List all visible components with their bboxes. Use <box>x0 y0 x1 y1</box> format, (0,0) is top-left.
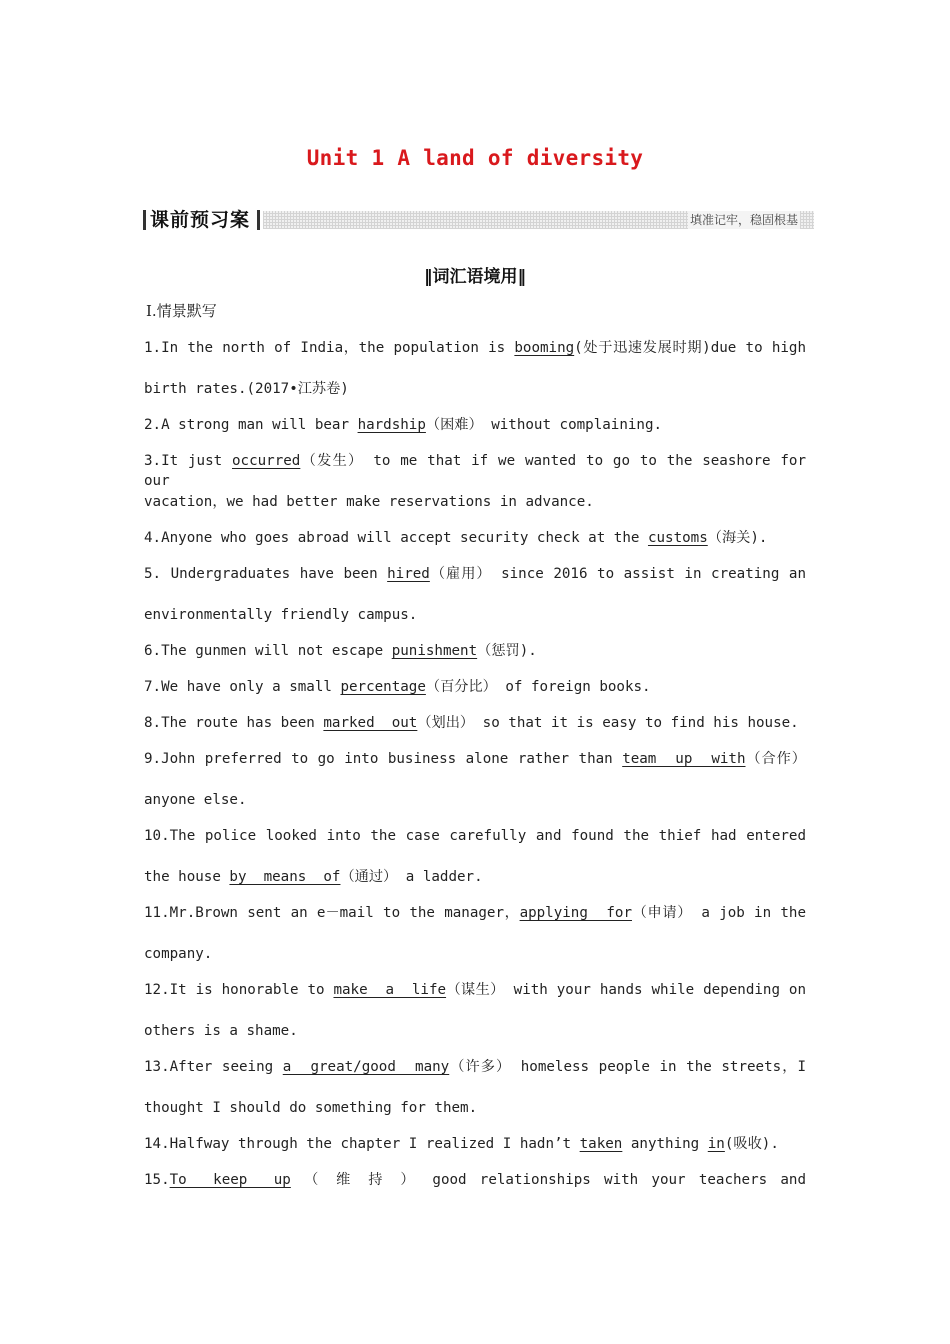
item-text: （发生） to me that if we wanted to go to the seashore for our <box>144 453 806 489</box>
item-text: John preferred to go into business alone rather than <box>161 751 623 767</box>
exercise-line <box>144 677 806 697</box>
item-text: （ 维 持 ） good relationships with your teachers and <box>290 1172 806 1188</box>
exercise-line <box>144 528 806 548</box>
item-text: In the north of India，the population is <box>161 340 515 356</box>
exercise-line <box>144 641 806 661</box>
item-number: 13. <box>144 1059 170 1075</box>
exercise-line <box>144 903 806 923</box>
item-answer: booming <box>514 340 575 356</box>
item-answer: team up with <box>622 751 746 767</box>
item-number: 2. <box>144 417 162 433</box>
item-number: 9. <box>144 751 162 767</box>
item-answer: marked out <box>323 715 418 731</box>
item-number: 11. <box>144 905 170 921</box>
item-text: (处于迅速发展时期)due to high <box>574 340 807 356</box>
banner-tag: 填准记牢，稳固根基 <box>689 213 798 227</box>
item-text: Anyone who goes abroad will accept security check at the <box>161 530 648 546</box>
item-text: The gunmen will not escape <box>161 643 392 659</box>
item-text: （合作） <box>745 751 806 767</box>
exercise-line <box>144 980 806 1000</box>
exercise-line <box>144 415 806 435</box>
item-answer: punishment <box>391 643 478 659</box>
item-text: company. <box>144 946 213 962</box>
exercise-line <box>144 944 806 964</box>
item-text: （申请） a job in the <box>631 905 806 921</box>
item-answer: percentage <box>340 679 426 695</box>
item-number: 6. <box>144 643 162 659</box>
exercise-line <box>144 564 806 584</box>
exercise-line <box>144 867 806 887</box>
item-text: Mr.Brown sent an e－mail to the manager， <box>169 905 520 921</box>
item-text: The police looked into the case carefully and found the thief had entered <box>169 828 806 844</box>
item-text: thought I should do something for them. <box>144 1100 478 1116</box>
item-text: We have only a small <box>161 679 341 695</box>
exercise-line <box>144 492 806 512</box>
item-answer: occurred <box>232 453 301 469</box>
item-text: anyone else. <box>144 792 247 808</box>
item-text: (吸收). <box>724 1136 779 1152</box>
item-text: （惩罚). <box>477 643 537 659</box>
item-answer: customs <box>647 530 708 546</box>
item-text: （海关). <box>707 530 768 546</box>
item-number: 5. <box>144 566 162 582</box>
exercise-line <box>144 713 806 733</box>
item-text: Undergraduates have been <box>161 566 388 582</box>
item-text: After seeing <box>169 1059 283 1075</box>
item-text: （划出） so that it is easy to find his house. <box>417 715 799 731</box>
item-number: 15. <box>144 1172 170 1188</box>
item-text: （通过） a ladder. <box>340 869 483 885</box>
item-answer: by means of <box>229 869 341 885</box>
exercise-subheading: Ⅰ.情景默写 <box>146 302 217 320</box>
item-answer: in <box>707 1136 725 1152</box>
page-title: Unit 1 A land of diversity <box>306 146 644 170</box>
item-text: the house <box>144 869 230 885</box>
exercise-line <box>144 338 806 358</box>
item-text: others is a shame. <box>144 1023 298 1039</box>
exercise-line <box>144 790 806 810</box>
item-answer: hired <box>387 566 430 582</box>
item-number: 12. <box>144 982 170 998</box>
banner-bar <box>143 210 146 230</box>
item-number: 7. <box>144 679 162 695</box>
item-text: The route has been <box>161 715 324 731</box>
item-text: environmentally friendly campus. <box>144 607 418 623</box>
exercise-line <box>144 451 806 491</box>
section-banner <box>143 208 814 232</box>
item-text: （许多） homeless people in the streets，I <box>449 1059 806 1075</box>
item-text: Halfway through the chapter I realized I hadn’t <box>169 1136 580 1152</box>
item-number: 4. <box>144 530 162 546</box>
item-text: vacation，we had better make reservations in advance. <box>144 494 594 510</box>
item-text: birth rates.(2017•江苏卷) <box>144 381 349 397</box>
item-text: （百分比） of foreign books. <box>425 679 651 695</box>
exercise-line <box>144 826 806 846</box>
item-text: （谋生） with your hands while depending on <box>446 982 807 998</box>
item-answer: applying for <box>519 905 632 921</box>
banner-label: 课前预习案 <box>150 209 251 231</box>
exercise-line <box>144 379 806 399</box>
banner-bar <box>257 210 260 230</box>
exercise-line <box>144 1170 806 1190</box>
exercise-line <box>144 605 806 625</box>
item-text: It just <box>161 453 232 469</box>
item-text: A strong man will bear <box>161 417 358 433</box>
item-answer: a great/good many <box>282 1059 450 1075</box>
exercise-line <box>144 749 806 769</box>
item-text: anything <box>622 1136 708 1152</box>
item-answer: hardship <box>357 417 426 433</box>
item-text: It is honorable to <box>169 982 334 998</box>
item-answer: taken <box>579 1136 623 1152</box>
item-text: （困难） without complaining. <box>425 417 663 433</box>
exercise-line <box>144 1134 806 1154</box>
item-number: 1. <box>144 340 162 356</box>
exercise-line <box>144 1021 806 1041</box>
item-number: 8. <box>144 715 162 731</box>
item-answer: make a life <box>333 982 447 998</box>
exercise-line <box>144 1057 806 1077</box>
item-text: （雇用） since 2016 to assist in creating an <box>429 566 806 582</box>
section-heading: ‖词汇语境用‖ <box>424 267 526 287</box>
item-answer: To keep up <box>169 1172 291 1188</box>
item-number: 10. <box>144 828 170 844</box>
exercise-line <box>144 1098 806 1118</box>
item-number: 3. <box>144 453 162 469</box>
item-number: 14. <box>144 1136 170 1152</box>
